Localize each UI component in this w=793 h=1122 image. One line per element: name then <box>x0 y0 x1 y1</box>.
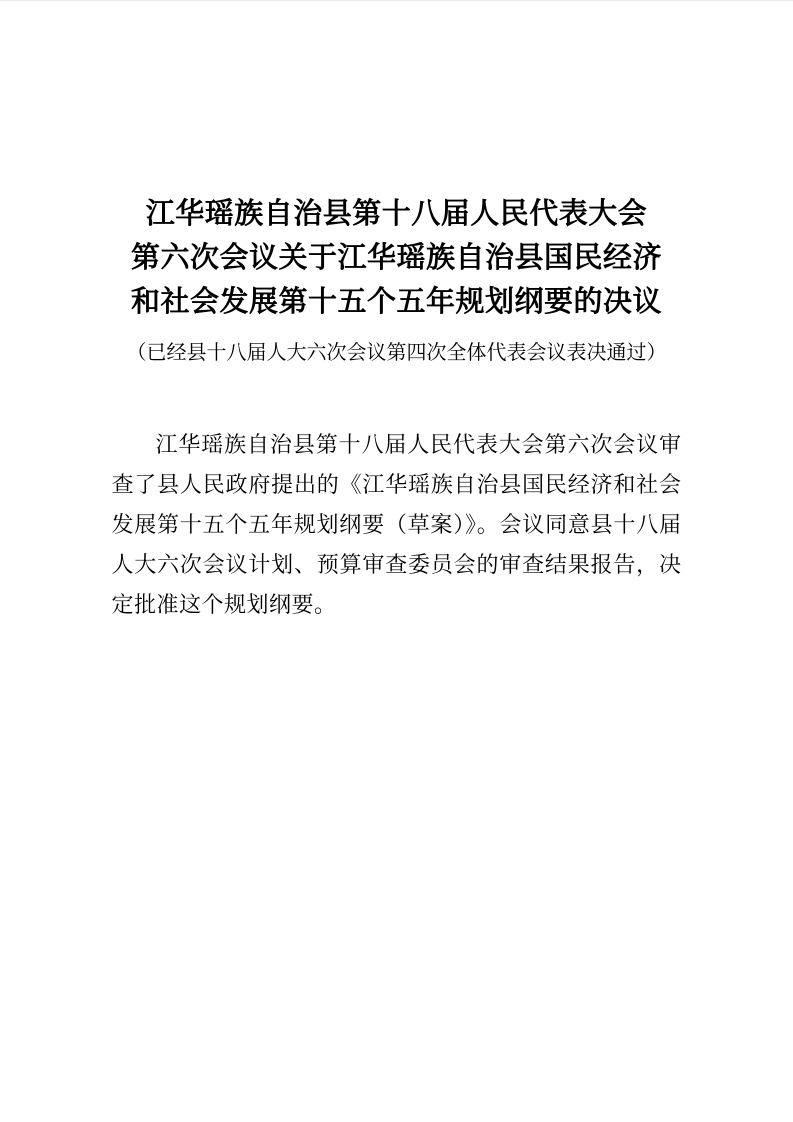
title-line: 第六次会议关于江华瑶族自治县国民经济 <box>130 242 662 274</box>
title-line: 和社会发展第十五个五年规划纲要的决议 <box>130 286 662 318</box>
document-subtitle: （已经县十八届人大六次会议第四次全体代表会议表决通过） <box>126 342 667 364</box>
body-paragraph: 江华瑶族自治县第十八届人民代表大会第六次会议审查了县人民政府提出的《江华瑶族自治县国民经济和社会发展第十五个五年规划纲要（草案）》。会议同意县十八届人大六次会议计划、预算审查委员会的审查结果报告，决定批准这个规划纲要。 <box>111 432 682 617</box>
document-title <box>0 1 793 324</box>
title-line: 江华瑶族自治县第十八届人民代表大会 <box>145 198 648 230</box>
